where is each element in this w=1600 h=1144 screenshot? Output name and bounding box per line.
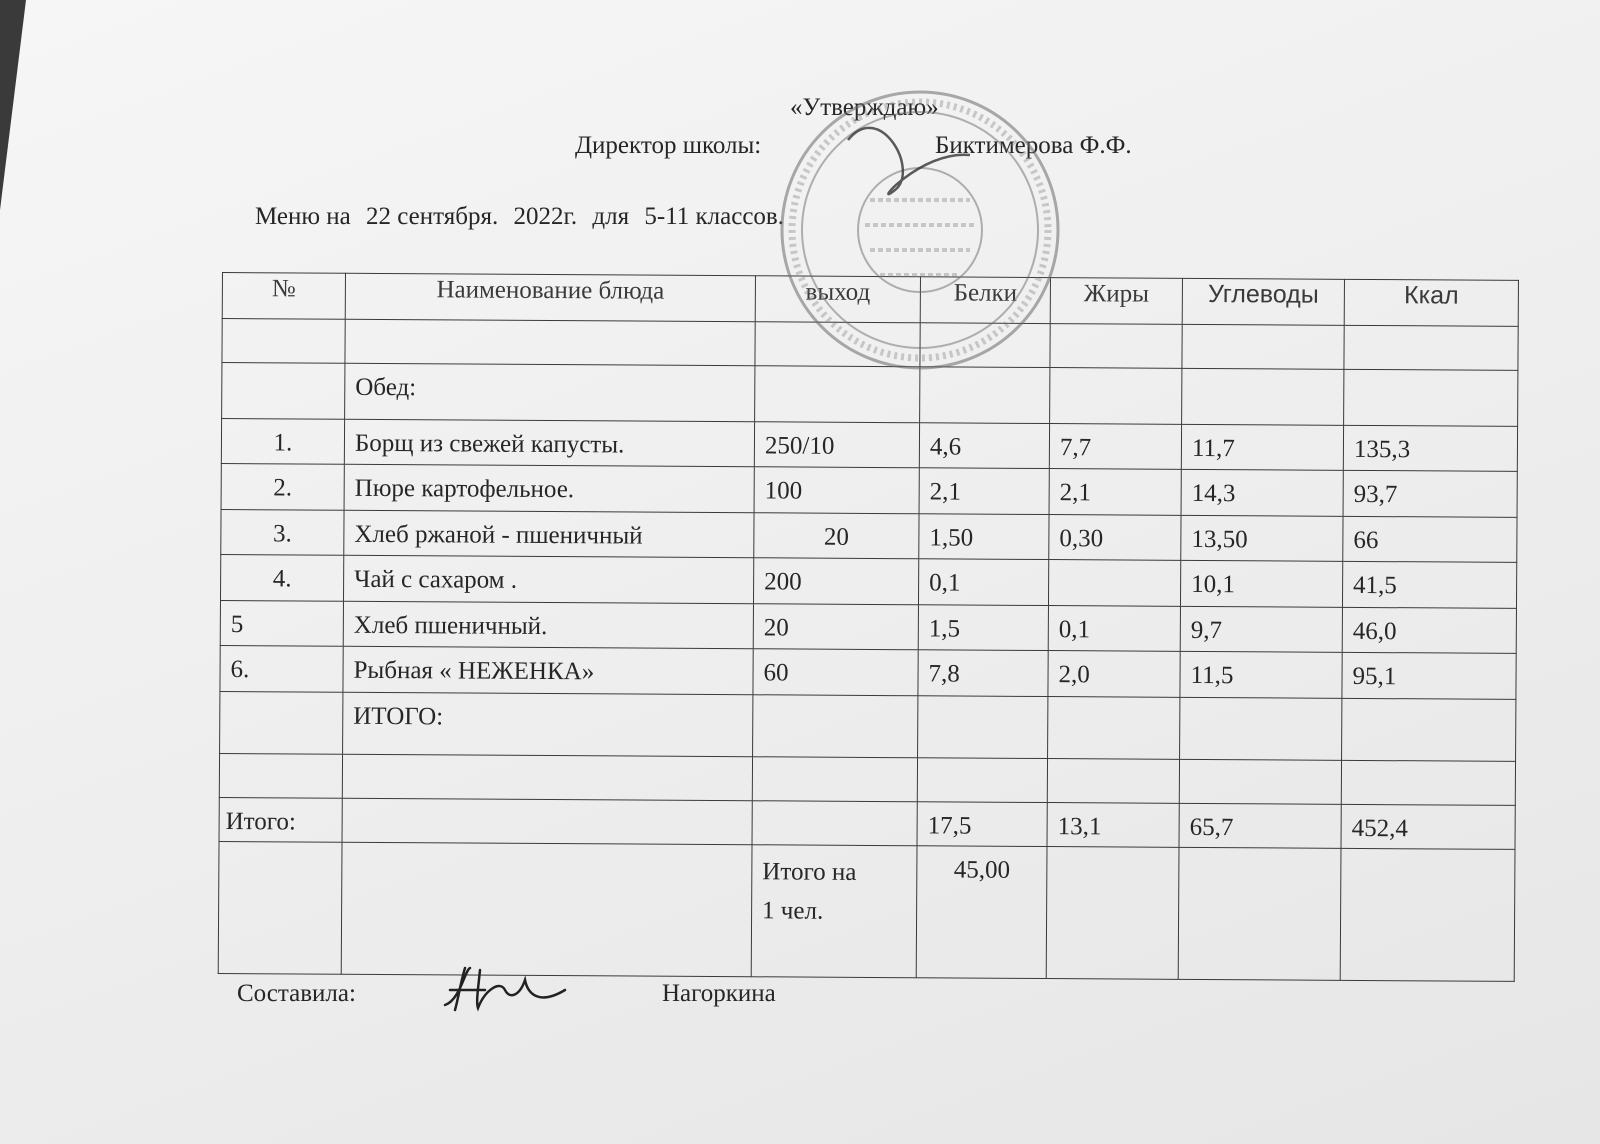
per-person-row <box>218 841 1515 981</box>
row-number: 3. <box>221 509 344 555</box>
dish-name: Борщ из свежей капусты. <box>344 419 754 467</box>
footer-line <box>237 980 776 1008</box>
dish-kcal: 93,7 <box>1343 470 1517 517</box>
table-row <box>220 645 1516 699</box>
compiler-name: Нагоркина <box>662 980 776 1007</box>
dish-carbs: 9,7 <box>1180 606 1342 652</box>
dish-carbs: 13,50 <box>1181 515 1343 561</box>
dish-protein: 7,8 <box>918 650 1048 697</box>
row-number: 5 <box>220 600 343 646</box>
dish-fat <box>1048 560 1180 607</box>
dish-yield: 20 <box>753 604 918 650</box>
dish-carbs: 11,7 <box>1181 424 1343 470</box>
approval-title: «Утверждаю» <box>790 94 939 121</box>
approval-line <box>575 132 1132 160</box>
subtotal-row <box>220 691 1516 761</box>
table-row <box>220 600 1516 653</box>
dish-carbs: 14,3 <box>1181 469 1343 516</box>
per-person-value: 45,00 <box>916 846 1047 979</box>
dish-protein: 2,1 <box>919 468 1049 515</box>
dish-carbs: 11,5 <box>1180 651 1342 698</box>
dish-kcal: 46,0 <box>1342 607 1516 653</box>
dish-yield: 200 <box>753 558 918 605</box>
header-yield: выход <box>755 276 920 323</box>
dish-protein: 4,6 <box>919 423 1049 469</box>
row-number: 2. <box>221 463 344 510</box>
dish-protein: 0,1 <box>918 559 1048 606</box>
row-number: 4. <box>220 554 343 601</box>
row-number: 1. <box>221 419 344 465</box>
dish-protein: 1,5 <box>918 605 1048 651</box>
empty-row <box>219 753 1515 805</box>
menu-title-for: для <box>592 203 630 230</box>
total-row <box>219 797 1515 849</box>
background-corner <box>0 0 26 210</box>
dish-fat: 0,30 <box>1049 515 1181 561</box>
dish-protein: 1,50 <box>919 514 1049 560</box>
dish-name: Хлеб ржаной - пшеничный <box>344 510 754 558</box>
section-label: Обед: <box>345 363 755 422</box>
director-name: Биктимерова Ф.Ф. <box>935 132 1132 159</box>
dish-name: Хлеб пшеничный. <box>343 601 753 649</box>
dish-name: Рыбная « НЕЖЕНКА» <box>343 646 753 695</box>
empty-row <box>222 319 1518 371</box>
dish-kcal: 135,3 <box>1343 425 1517 471</box>
header-protein: Белки <box>920 277 1050 324</box>
dish-fat: 2,0 <box>1048 651 1180 698</box>
dish-fat: 0,1 <box>1048 606 1180 652</box>
menu-title-classes: 5-11 классов. <box>644 203 784 230</box>
subtotal-label: ИТОГО: <box>343 692 753 757</box>
signature <box>440 960 570 1020</box>
dish-yield: 250/10 <box>754 422 919 468</box>
row-number: 6. <box>220 645 343 692</box>
total-protein: 17,5 <box>917 802 1047 847</box>
header-fat: Жиры <box>1050 278 1182 325</box>
dish-yield: 60 <box>753 649 918 696</box>
table-row <box>221 463 1517 517</box>
table-header-row <box>222 273 1518 327</box>
dish-fat: 2,1 <box>1049 469 1181 516</box>
dish-fat: 7,7 <box>1049 424 1181 470</box>
menu-title <box>255 203 793 231</box>
total-carbs: 65,7 <box>1179 803 1341 848</box>
table-row <box>221 419 1517 472</box>
dish-kcal: 66 <box>1343 516 1517 562</box>
total-label: Итого: <box>219 797 342 842</box>
menu-title-date: 22 сентября. <box>366 203 499 230</box>
header-kcal: Ккал <box>1344 279 1518 326</box>
menu-title-prefix: Меню на <box>255 203 351 230</box>
dish-kcal: 41,5 <box>1342 561 1516 608</box>
table-row <box>220 554 1516 608</box>
dish-carbs: 10,1 <box>1180 560 1342 607</box>
total-kcal: 452,4 <box>1341 804 1515 849</box>
menu-table <box>218 272 1519 982</box>
header-dish-name: Наименование блюда <box>345 273 755 322</box>
dish-yield: 20 <box>754 513 919 559</box>
table-row <box>221 509 1517 562</box>
header-number: № <box>222 273 345 320</box>
header-carbs: Углеводы <box>1182 278 1344 325</box>
director-position: Директор школы: <box>575 132 762 159</box>
per-person-label: Итого на 1 чел. <box>751 845 917 978</box>
dish-kcal: 95,1 <box>1342 652 1516 699</box>
menu-title-year: 2022г. <box>513 203 578 230</box>
total-fat: 13,1 <box>1047 803 1179 848</box>
compiled-label: Составила: <box>237 980 356 1007</box>
dish-yield: 100 <box>754 467 919 514</box>
section-row <box>222 363 1518 427</box>
dish-name: Чай с сахаром . <box>343 555 753 604</box>
dish-name: Пюре картофельное. <box>344 464 754 513</box>
